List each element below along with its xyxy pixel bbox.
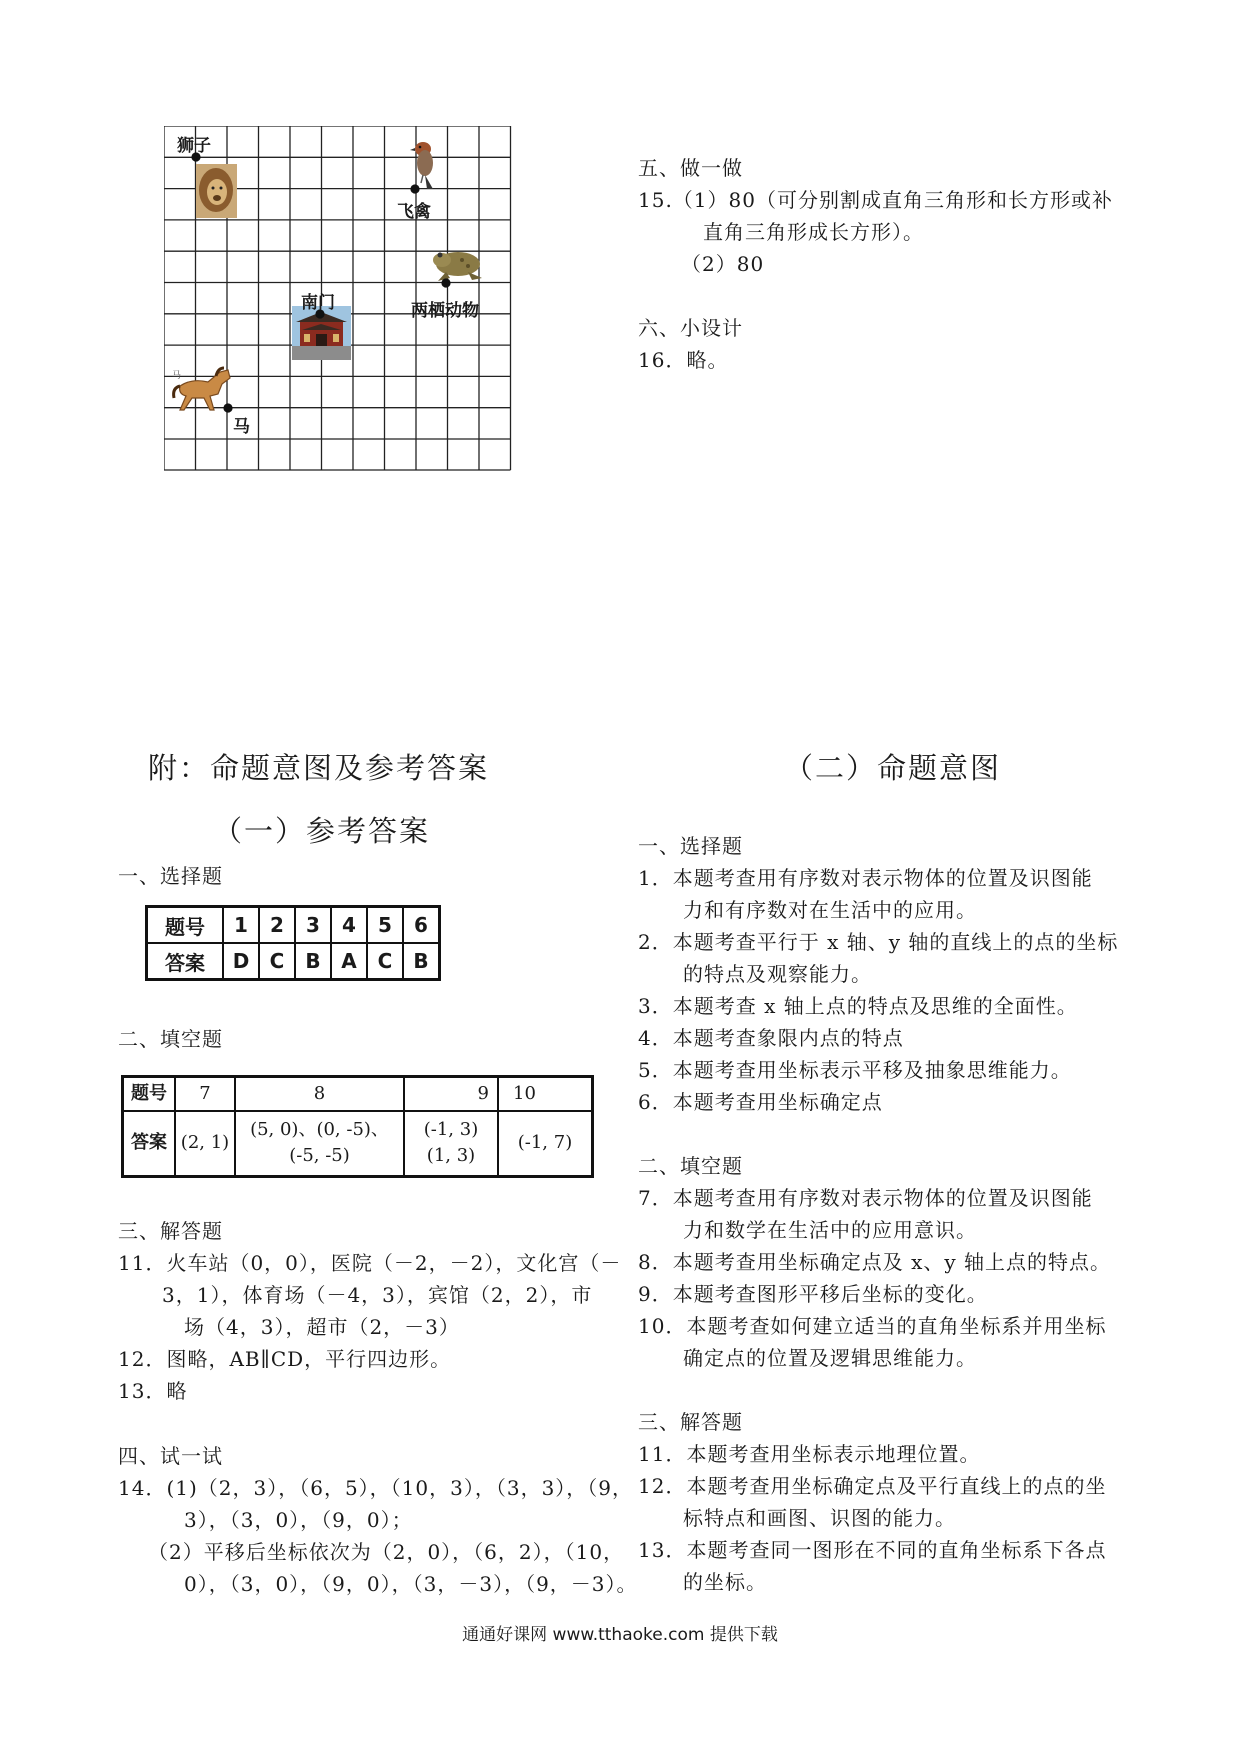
left-section-2-title: 二、填空题 [118, 1027, 223, 1051]
intent-9-line: 9．本题考查图形平移后坐标的变化。 [638, 1282, 988, 1306]
intent-1-line-1: 1．本题考查用有序数对表示物体的位置及识图能 [638, 866, 1093, 890]
lion-label: 狮子 [177, 136, 211, 156]
intent-5-line: 5．本题考查用坐标表示平移及抽象思维能力。 [638, 1058, 1072, 1082]
right-section-3-title: 三、解答题 [638, 1410, 743, 1434]
intent-11-line: 11．本题考查用坐标表示地理位置。 [638, 1442, 981, 1466]
section-5-title: 五、做一做 [638, 156, 743, 180]
intent-4-line: 4．本题考查象限内点的特点 [638, 1026, 904, 1050]
table-cell: 8 [235, 1077, 404, 1111]
table-cell: 1 [223, 907, 259, 944]
amphibian-point [441, 278, 450, 287]
q11-line-3: 场（4，3），超市（2，－3） [184, 1315, 460, 1339]
q14-line-2: 3），（3，0），（9，0）； [184, 1508, 413, 1532]
q13-line: 13．略 [118, 1379, 188, 1403]
right-section-2-title: 二、填空题 [638, 1154, 743, 1178]
q15-line-1: 15.（1）80（可分别割成直角三角形和长方形或补 [638, 188, 1113, 212]
horse-label: 马 [233, 417, 250, 437]
south-gate-label: 南门 [301, 293, 335, 313]
q14-line-3: （2）平移后坐标依次为（2，0），（6，2），（10， [148, 1540, 625, 1564]
table-cell: 答案 [147, 943, 224, 980]
intent-12-line-1: 12．本题考查用坐标确定点及平行直线上的点的坐 [638, 1474, 1107, 1498]
q11-line-2: 3，1），体育场（－4，3），宾馆（2，2），市 [162, 1283, 593, 1307]
right-section-1-title: 一、选择题 [638, 834, 743, 858]
table-cell [235, 1111, 404, 1177]
intent-13-line-1: 13．本题考查同一图形在不同的直角坐标系下各点 [638, 1538, 1107, 1562]
table-cell: 6 [403, 907, 440, 944]
q11-line-1: 11．火车站（0，0），医院（－2，－2），文化宫（－ [118, 1251, 622, 1275]
table-cell: 4 [331, 907, 367, 944]
table-cell: 7 [175, 1077, 235, 1111]
q15-line-2: 直角三角形成长方形）。 [703, 220, 924, 244]
q16-line: 16．略。 [638, 348, 729, 372]
intent-2-line-1: 2．本题考查平行于 x 轴、y 轴的直线上的点的坐标 [638, 930, 1119, 954]
table-cell: B [295, 943, 331, 980]
intent-13-line-2: 的坐标。 [683, 1570, 767, 1594]
cell-line: (5, 0)、(0, -5)、 [250, 1119, 389, 1141]
table-cell: 10 [498, 1077, 593, 1111]
intent-2-line-2: 的特点及观察能力。 [683, 962, 872, 986]
section-6-title: 六、小设计 [638, 316, 743, 340]
table-cell: (2, 1) [175, 1111, 235, 1177]
table-cell: B [403, 943, 440, 980]
table-cell: 答案 [123, 1111, 176, 1177]
intent-title: （二）命题意图 [784, 751, 1002, 785]
q14-line-4: 0），（3，0），（9，0），（3，－3），（9，－3）。 [184, 1572, 638, 1596]
intent-8-line: 8．本题考查用坐标确定点及 x、y 轴上点的特点。 [638, 1250, 1112, 1274]
bird-label: 飞禽 [397, 202, 431, 222]
intent-1-line-2: 力和有序数对在生活中的应用。 [683, 898, 977, 922]
answers-title: （一）参考答案 [213, 814, 431, 848]
q12-line: 12．图略，AB∥CD，平行四边形。 [118, 1347, 452, 1371]
table-cell: (-1, 7) [498, 1111, 593, 1177]
left-section-3-title: 三、解答题 [118, 1219, 223, 1243]
q14-line-1: 14．(1)（2，3），（6，5），（10，3），（3，3），（9， [118, 1476, 634, 1500]
intent-7-line-1: 7．本题考查用有序数对表示物体的位置及识图能 [638, 1186, 1093, 1210]
svg-text:马: 马 [172, 371, 182, 381]
choice-answer-table [145, 905, 441, 981]
cell-line: (-1, 3) [423, 1119, 479, 1141]
page-footer: 通通好课网 www.tthaoke.com 提供下载 [462, 1625, 778, 1645]
table-row [123, 1077, 593, 1111]
q15-line-3: （2）80 [681, 252, 765, 276]
intent-7-line-2: 力和数学在生活中的应用意识。 [683, 1218, 977, 1242]
table-cell: 3 [295, 907, 331, 944]
cell-line: (-5, -5) [289, 1145, 350, 1167]
table-cell: D [223, 943, 259, 980]
horse-point [223, 403, 232, 412]
table-row [147, 943, 440, 980]
table-cell: 题号 [123, 1077, 176, 1111]
table-cell: C [367, 943, 403, 980]
table-row [123, 1111, 593, 1177]
intent-10-line-2: 确定点的位置及逻辑思维能力。 [683, 1346, 977, 1370]
cell-line: (1, 3) [426, 1145, 476, 1167]
table-cell [404, 1111, 498, 1177]
map-point-markers [0, 0, 520, 470]
left-section-1-title: 一、选择题 [118, 864, 223, 888]
intent-3-line: 3．本题考查 x 轴上点的特点及思维的全面性。 [638, 994, 1078, 1018]
intent-12-line-2: 标特点和画图、识图的能力。 [683, 1506, 956, 1530]
table-cell: C [259, 943, 295, 980]
table-cell: 5 [367, 907, 403, 944]
intent-10-line-1: 10．本题考查如何建立适当的直角坐标系并用坐标 [638, 1314, 1107, 1338]
table-cell: 2 [259, 907, 295, 944]
intent-6-line: 6．本题考查用坐标确定点 [638, 1090, 883, 1114]
table-cell: 题号 [147, 907, 224, 944]
appendix-title: 附：命题意图及参考答案 [148, 751, 490, 785]
fill-in-answer-table [121, 1075, 594, 1178]
amphibian-label: 两栖动物 [411, 301, 479, 321]
bird-point [410, 184, 419, 193]
left-section-4-title: 四、试一试 [118, 1444, 223, 1468]
table-cell: 9 [404, 1077, 498, 1111]
table-cell: A [331, 943, 367, 980]
table-row [147, 907, 440, 944]
